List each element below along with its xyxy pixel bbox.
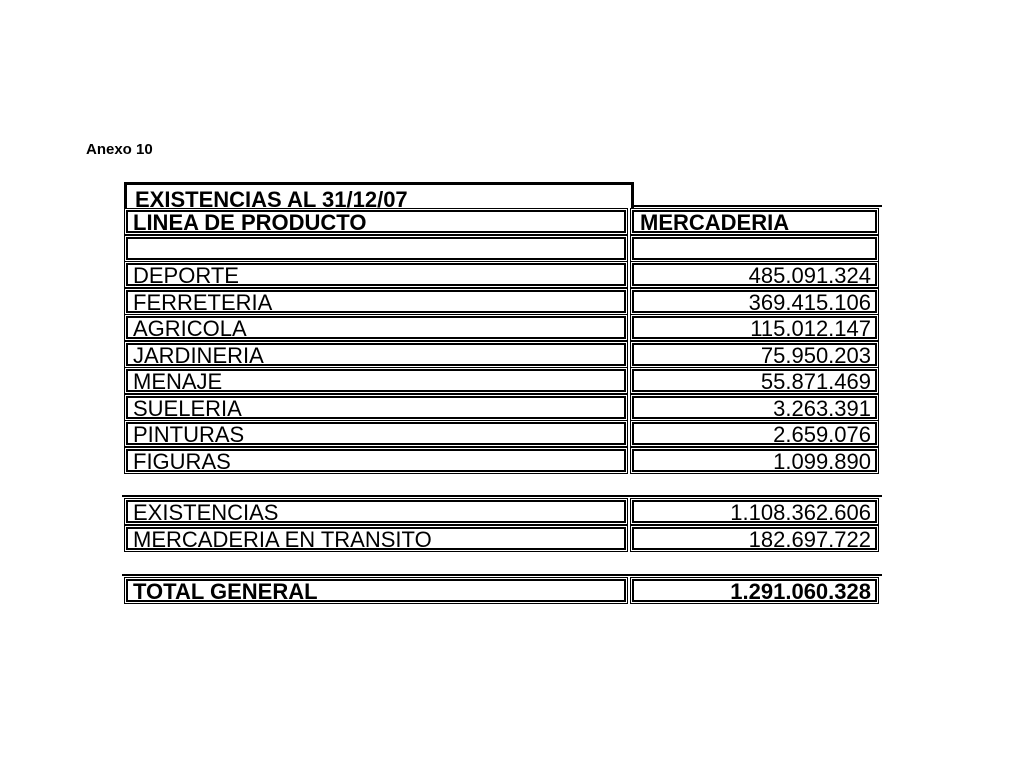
total-label: TOTAL GENERAL [126,579,626,602]
subtotal-value: 1.108.362.606 [632,500,877,523]
row-name: AGRICOLA [126,316,626,339]
empty-cell-left [126,237,626,260]
row-name: DEPORTE [126,263,626,286]
row-value: 55.871.469 [632,369,877,392]
section-divider [122,574,882,576]
subtotal-name: EXISTENCIAS [126,500,626,523]
row-value: 1.099.890 [632,449,877,472]
table-title: EXISTENCIAS AL 31/12/07 [124,182,634,208]
row-value: 2.659.076 [632,422,877,445]
row-value: 75.950.203 [632,343,877,366]
section-divider [122,495,882,497]
row-value: 3.263.391 [632,396,877,419]
subtotal-name: MERCADERIA EN TRANSITO [126,527,626,550]
subtotal-value: 182.697.722 [632,527,877,550]
title-divider [632,205,882,207]
header-merchandise: MERCADERIA [632,210,877,233]
row-name: JARDINERIA [126,343,626,366]
row-name: FERRETERIA [126,290,626,313]
row-name: MENAJE [126,369,626,392]
total-value: 1.291.060.328 [632,579,877,602]
header-product-line: LINEA DE PRODUCTO [126,210,626,233]
row-name: FIGURAS [126,449,626,472]
row-name: SUELERIA [126,396,626,419]
annex-label: Anexo 10 [86,141,153,158]
row-value: 115.012.147 [632,316,877,339]
row-value: 369.415.106 [632,290,877,313]
empty-cell-right [632,237,877,260]
row-name: PINTURAS [126,422,626,445]
row-value: 485.091.324 [632,263,877,286]
